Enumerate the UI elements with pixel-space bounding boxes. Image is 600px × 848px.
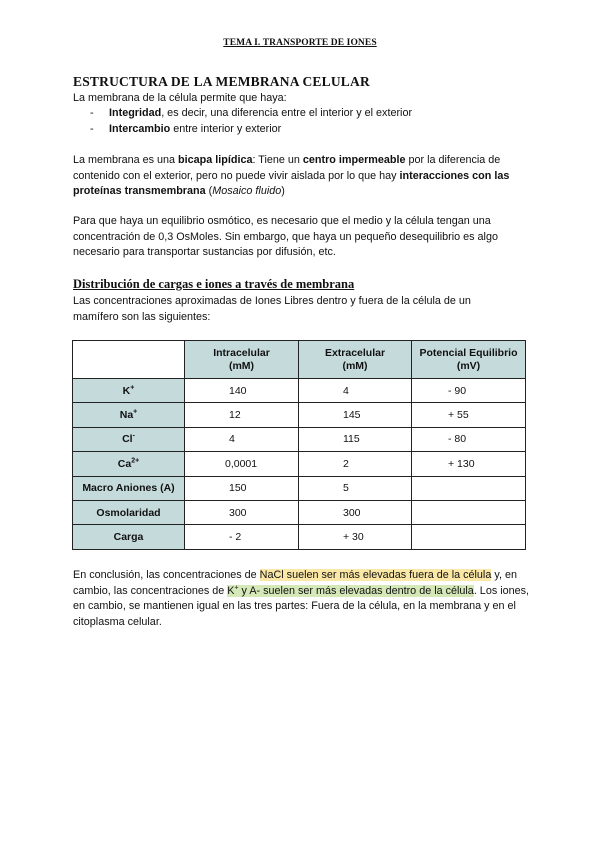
column-header-intracelular bbox=[185, 341, 299, 379]
header-line: Potencial Equilibrio bbox=[419, 346, 518, 359]
header-line: (mM) bbox=[228, 359, 255, 372]
table-row-macro-aniones bbox=[73, 476, 526, 500]
column-header-potencial bbox=[412, 341, 526, 379]
text-run: : Tiene un bbox=[252, 154, 303, 166]
italic-run: Mosaico fluido bbox=[212, 185, 282, 198]
bicapa-paragraph bbox=[73, 153, 545, 200]
table-row-ca bbox=[73, 452, 526, 476]
intra-cell: 150 bbox=[185, 476, 299, 500]
highlight-green: K+ y A- suelen ser más elevadas dentro de la célula bbox=[227, 584, 474, 597]
intra-cell: - 2 bbox=[185, 525, 299, 549]
table-row-k bbox=[73, 379, 526, 403]
bold-run: interacciones con las proteínas transmembrana bbox=[73, 169, 510, 198]
bullet-list bbox=[73, 106, 412, 137]
section-heading-membrane: ESTRUCTURA DE LA MEMBRANA CELULAR bbox=[73, 74, 370, 89]
row-label: Macro Aniones (A) bbox=[73, 476, 185, 500]
text-run: y, en cambio, las concentraciones de bbox=[73, 569, 517, 597]
table-row-cl bbox=[73, 427, 526, 451]
intra-cell: 12 bbox=[185, 403, 299, 427]
potential-cell bbox=[412, 500, 526, 524]
intra-cell: 4 bbox=[185, 427, 299, 451]
table-corner-cell bbox=[73, 341, 185, 379]
table-intro-paragraph: Las concentraciones aproximadas de Iones Libres dentro y fuera de la célula de un mamífero son las siguientes: bbox=[73, 295, 471, 323]
table-row-carga bbox=[73, 525, 526, 549]
header-line: Extracelular bbox=[324, 346, 386, 359]
bullet-bold: Intercambio bbox=[109, 122, 171, 135]
header-line: (mV) bbox=[456, 359, 481, 372]
table-header-row bbox=[73, 341, 526, 379]
text-run: por la diferencia de contenido con el exterior, pero no puede vivir aislada por lo que hay bbox=[73, 154, 501, 182]
bullet-bold: Integridad bbox=[109, 107, 162, 119]
row-label: Na+ bbox=[73, 403, 185, 427]
table-row-osmolaridad bbox=[73, 500, 526, 524]
bullet-item-integridad bbox=[73, 106, 412, 122]
text-run: . Los iones, en cambio, se mantienen igual en las tres partes: Fuera de la célula, en la membrana y en el citoplasma celular. bbox=[73, 584, 530, 628]
text-run: ( bbox=[205, 185, 213, 198]
bullet-text bbox=[109, 106, 412, 122]
row-label: K+ bbox=[73, 379, 185, 403]
bold-run: centro impermeable bbox=[302, 154, 406, 166]
bold-run: bicapa lipídica bbox=[178, 154, 253, 166]
column-header-extracelular bbox=[299, 341, 412, 379]
intro-paragraph: La membrana de la célula permite que haya: bbox=[73, 92, 287, 104]
text-run: En conclusión, las concentraciones de bbox=[73, 569, 260, 581]
intra-cell: 140 bbox=[185, 379, 299, 403]
potential-cell: - 90 bbox=[412, 379, 526, 403]
extra-cell: 115 bbox=[299, 427, 412, 451]
extra-cell: 4 bbox=[299, 379, 412, 403]
potential-cell bbox=[412, 525, 526, 549]
potential-cell: + 130 bbox=[412, 452, 526, 476]
potential-cell: + 55 bbox=[412, 403, 526, 427]
text-run: ) bbox=[281, 185, 285, 198]
table-row-na bbox=[73, 403, 526, 427]
osmotic-paragraph: Para que haya un equilibrio osmótico, es necesario que el medio y la célula tengan una concentración de 0,3 OsMoles. Sin embargo, que haya un pequeño desequilibrio es algo necesario para transportar sustancias por difusión, etc. bbox=[73, 215, 498, 259]
section-heading-distribution: Distribución de cargas e iones a través de membrana bbox=[73, 277, 355, 291]
bullet-rest: entre interior y exterior bbox=[170, 122, 282, 135]
bullet-text bbox=[109, 122, 281, 138]
extra-cell: 145 bbox=[299, 403, 412, 427]
extra-cell: 2 bbox=[299, 452, 412, 476]
text-run: La membrana es una bbox=[73, 154, 179, 166]
intra-cell: 0,0001 bbox=[185, 452, 299, 476]
intra-cell: 300 bbox=[185, 500, 299, 524]
row-label: Cl- bbox=[73, 427, 185, 451]
highlight-yellow: NaCl suelen ser más elevadas fuera de la célula bbox=[259, 569, 492, 581]
bullet-dash: - bbox=[90, 122, 94, 135]
header-line: (mM) bbox=[342, 359, 368, 372]
header-line: Intracelular bbox=[213, 346, 270, 359]
row-label: Carga bbox=[73, 525, 185, 549]
extra-cell: 5 bbox=[299, 476, 412, 500]
row-label: $Ca^{2+}$ bbox=[73, 452, 185, 476]
row-label: Osmolaridad bbox=[73, 500, 185, 524]
page-title: TEMA I. TRANSPORTE DE IONES bbox=[223, 38, 377, 48]
extra-cell: + 30 bbox=[299, 525, 412, 549]
extra-cell: 300 bbox=[299, 500, 412, 524]
potential-cell bbox=[412, 476, 526, 500]
bullet-rest: , es decir, una diferencia entre el interior y el exterior bbox=[161, 107, 413, 119]
bullet-item-intercambio bbox=[73, 122, 412, 138]
bullet-dash: - bbox=[90, 107, 94, 119]
conclusion-paragraph bbox=[73, 568, 535, 630]
potential-cell: - 80 bbox=[412, 427, 526, 451]
ion-concentration-table bbox=[72, 340, 526, 550]
